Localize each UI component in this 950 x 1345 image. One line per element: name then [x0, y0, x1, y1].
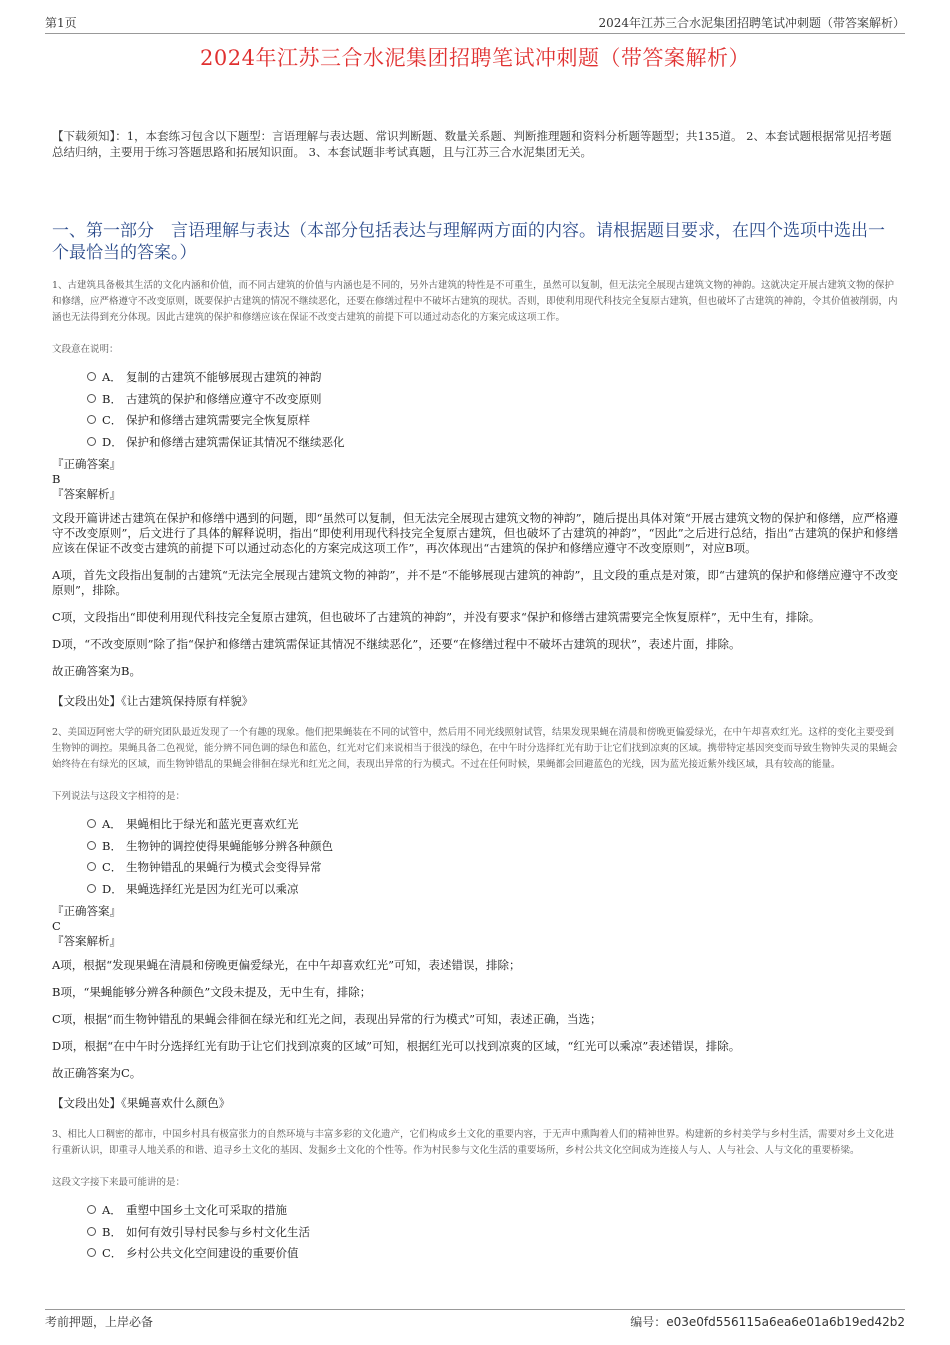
option-list [52, 367, 898, 453]
analysis-paragraph: A项，首先文段指出复制的古建筑“无法完全展现古建筑文物的神韵”，并不是“不能够展现古建筑的神韵”，且文段的重点是对策，即“古建筑的保护和修缮应遵守不改变原则”，排除。 [52, 568, 898, 597]
analysis-paragraph: C项，文段指出“即使利用现代科技完全复原古建筑，但也破坏了古建筑的神韵”，并没有要求“保护和修缮古建筑需要完全恢复原样”，无中生有，排除。 [52, 610, 821, 624]
option-letter: B． [102, 391, 122, 406]
analysis-conclusion: 故正确答案为B。 [52, 664, 141, 678]
option-letter: C． [102, 1246, 123, 1260]
text-source: 【文段出处】《让古建筑保持原有样貌》 [52, 694, 254, 708]
option-text: 果蝇选择红光是因为红光可以乘凉 [126, 881, 299, 896]
option-list [52, 1200, 898, 1265]
option-letter: C． [102, 860, 123, 874]
radio-icon[interactable] [87, 415, 96, 424]
radio-icon[interactable] [87, 841, 96, 850]
page-header [45, 14, 905, 32]
option-letter: B． [102, 838, 122, 853]
question-3 [52, 1127, 898, 1265]
option-c[interactable] [87, 857, 898, 879]
correct-answer: C [52, 919, 61, 933]
option-a[interactable] [87, 1200, 898, 1222]
code-label: 编号： [630, 1315, 667, 1329]
option-letter: C． [102, 413, 123, 427]
radio-icon[interactable] [87, 1248, 96, 1257]
analysis-label: 『答案解析』 [52, 487, 121, 501]
question-1 [52, 278, 898, 709]
option-text: 古建筑的保护和修缮应遵守不改变原则 [126, 391, 322, 406]
radio-icon[interactable] [87, 372, 96, 381]
analysis-paragraph: D项，根据“在中午时分选择红光有助于让它们找到凉爽的区域”可知，根据红光可以找到凉爽的区域，“红光可以乘凉”表述错误，排除。 [52, 1039, 741, 1053]
analysis-paragraph: 文段开篇讲述古建筑在保护和修缮中遇到的问题，即“虽然可以复制，但无法完全展现古建筑文物的神韵”，随后提出具体对策“开展古建筑文物的保护和修缮，应严格遵守不改变原则”，后文进行了具体的解释说明，指出“即使利用现代科技完全复原古建筑，但也破坏了古建筑的神韵”，“因此”之后进行总结，指出“古建筑的保护和修缮应该在保证不改变古建筑的前提下可以通过动态化的方案完成这项工作”，再次体现出“古建筑的保护和修缮应遵守不改变原则”，对应B项。 [52, 511, 898, 555]
option-text: 生物钟的调控使得果蝇能够分辨各种颜色 [126, 838, 333, 853]
option-text: 如何有效引导村民参与乡村文化生活 [126, 1224, 310, 1239]
option-letter: D． [102, 881, 123, 896]
option-letter: A． [102, 817, 122, 831]
answer-label: 『正确答案』 [52, 457, 121, 471]
option-text: 乡村公共文化空间建设的重要价值 [126, 1246, 299, 1260]
question-stem: 这段文字接下来最可能讲的是： [52, 1177, 186, 1188]
header-doc-title: 2024年江苏三合水泥集团招聘笔试冲刺题（带答案解析） [598, 16, 905, 30]
question-text: 3、相比人口稠密的都市，中国乡村具有极富张力的自然环境与丰富多彩的文化遗产，它们构成乡土文化的重要内容，于无声中熏陶着人们的精神世界。构建新的乡村美学与乡村生活，需要对乡土文化进行重新认识，即重寻人地关系的和谐、追寻乡土文化的基因、发掘乡土文化的个性等。作为村民参与文化生活的重要场所，乡村公共文化空间成为连接人与人、人与社会、人与文化的重要桥梁。 [52, 1129, 895, 1156]
option-text: 保护和修缮古建筑需保证其情况不继续恶化 [126, 434, 345, 449]
option-b[interactable] [87, 389, 898, 411]
option-d[interactable] [87, 432, 898, 454]
footer-divider [45, 1309, 905, 1310]
page-number: 第1页 [45, 16, 77, 30]
option-text: 保护和修缮古建筑需要完全恢复原样 [126, 413, 310, 427]
footer-slogan: 考前押题，上岸必备 [45, 1315, 154, 1329]
correct-answer: B [52, 472, 61, 486]
option-letter: A． [102, 1203, 122, 1217]
radio-icon[interactable] [87, 394, 96, 403]
option-text: 重塑中国乡土文化可采取的措施 [126, 1203, 287, 1217]
analysis-paragraph: C项，根据“而生物钟错乱的果蝇会徘徊在绿光和红光之间，表现出异常的行为模式”可知，表述正确，当选； [52, 1012, 602, 1026]
radio-icon[interactable] [87, 1205, 96, 1214]
radio-icon[interactable] [87, 1227, 96, 1236]
radio-icon[interactable] [87, 437, 96, 446]
question-stem: 下列说法与这段文字相符的是： [52, 791, 186, 802]
question-text: 1、古建筑具备极其生活的文化内涵和价值，而不同古建筑的价值与内涵也是不同的，另外古建筑的特性是不可重生，虽然可以复制，但无法完全展现古建筑文物的神韵。这就决定开展古建筑文物的保护和修缮，应严格遵守不改变原则，既要保护古建筑的情况不继续恶化，还要在修缮过程中不破坏古建筑的现状。否则，即使利用现代科技完全复原古建筑，但也破坏了古建筑的神韵，令其价值被削弱，内涵也无法得到充分体现。因此古建筑的保护和修缮应该在保证不改变古建筑的前提下可以通过动态化的方案完成这项工作。 [52, 280, 898, 323]
section-title: 一、第一部分 言语理解与表达（本部分包括表达与理解两方面的内容。请根据题目要求，在四个选项中选出一个最恰当的答案。） [52, 221, 885, 263]
question-stem: 文段意在说明： [52, 344, 119, 355]
text-source: 【文段出处】《果蝇喜欢什么颜色》 [52, 1096, 231, 1110]
option-text: 果蝇相比于绿光和蓝光更喜欢红光 [126, 817, 299, 831]
option-d[interactable] [87, 879, 898, 901]
header-divider [45, 33, 905, 34]
option-text: 生物钟错乱的果蝇行为模式会变得异常 [126, 860, 322, 874]
download-notice: 【下载须知】：1，本套练习包含以下题型：言语理解与表达题、常识判断题、数量关系题、判断推理题和资料分析题等题型；共135道。 2、本套试题根据常见招考题总结归纳，主要用于练习答题思路和拓展知识面。 3、本套试题非考试真题，且与江苏三合水泥集团无关。 [52, 129, 892, 159]
option-list [52, 814, 898, 900]
option-a[interactable] [87, 814, 898, 836]
analysis-label: 『答案解析』 [52, 934, 121, 948]
document-code [630, 1313, 905, 1330]
question-2 [52, 725, 898, 1111]
option-letter: A． [102, 370, 122, 384]
option-c[interactable] [87, 1243, 898, 1265]
analysis-paragraph: D项，“不改变原则”除了指“保护和修缮古建筑需保证其情况不继续恶化”，还要“在修缮过程中不破坏古建筑的现状”，表述片面，排除。 [52, 637, 741, 651]
analysis-paragraph: B项，“果蝇能够分辨各种颜色”文段未提及，无中生有，排除； [52, 985, 372, 999]
document-body [52, 128, 898, 1265]
radio-icon[interactable] [87, 819, 96, 828]
answer-label: 『正确答案』 [52, 904, 121, 918]
page-footer [45, 1313, 905, 1329]
question-text: 2、美国迈阿密大学的研究团队最近发现了一个有趣的现象。他们把果蝇装在不同的试管中，然后用不同光线照射试管，结果发现果蝇在清晨和傍晚更偏爱绿光，在中午却喜欢红光。这样的变化主要受到生物钟的调控。果蝇具备二色视觉，能分辨不同色调的绿色和蓝色，红光对它们来说相当于很浅的绿色，在中午时分选择红光有助于让它们找到凉爽的区域。携带特定基因突变而导致生物钟失灵的果蝇会始终待在有绿光的区域，而生物钟错乱的果蝇会徘徊在绿光和红光之间，表现出异常的行为模式。不过在任何时候，果蝇都会回避蓝色的光线，因为蓝光接近紫外线区域，具有较高的能量。 [52, 727, 898, 770]
option-b[interactable] [87, 836, 898, 858]
radio-icon[interactable] [87, 862, 96, 871]
option-text: 复制的古建筑不能够展现古建筑的神韵 [126, 370, 322, 384]
option-c[interactable] [87, 410, 898, 432]
code-value: e03e0fd556115a6ea6e01a6b19ed42b2 [666, 1315, 905, 1329]
option-letter: B． [102, 1224, 122, 1239]
analysis-conclusion: 故正确答案为C。 [52, 1066, 142, 1080]
option-b[interactable] [87, 1222, 898, 1244]
analysis-paragraph: A项，根据“发现果蝇在清晨和傍晚更偏爱绿光，在中午却喜欢红光”可知，表述错误，排除； [52, 958, 521, 972]
radio-icon[interactable] [87, 884, 96, 893]
option-a[interactable] [87, 367, 898, 389]
option-letter: D． [102, 434, 123, 449]
document-title: 2024年江苏三合水泥集团招聘笔试冲刺题（带答案解析） [200, 46, 750, 70]
